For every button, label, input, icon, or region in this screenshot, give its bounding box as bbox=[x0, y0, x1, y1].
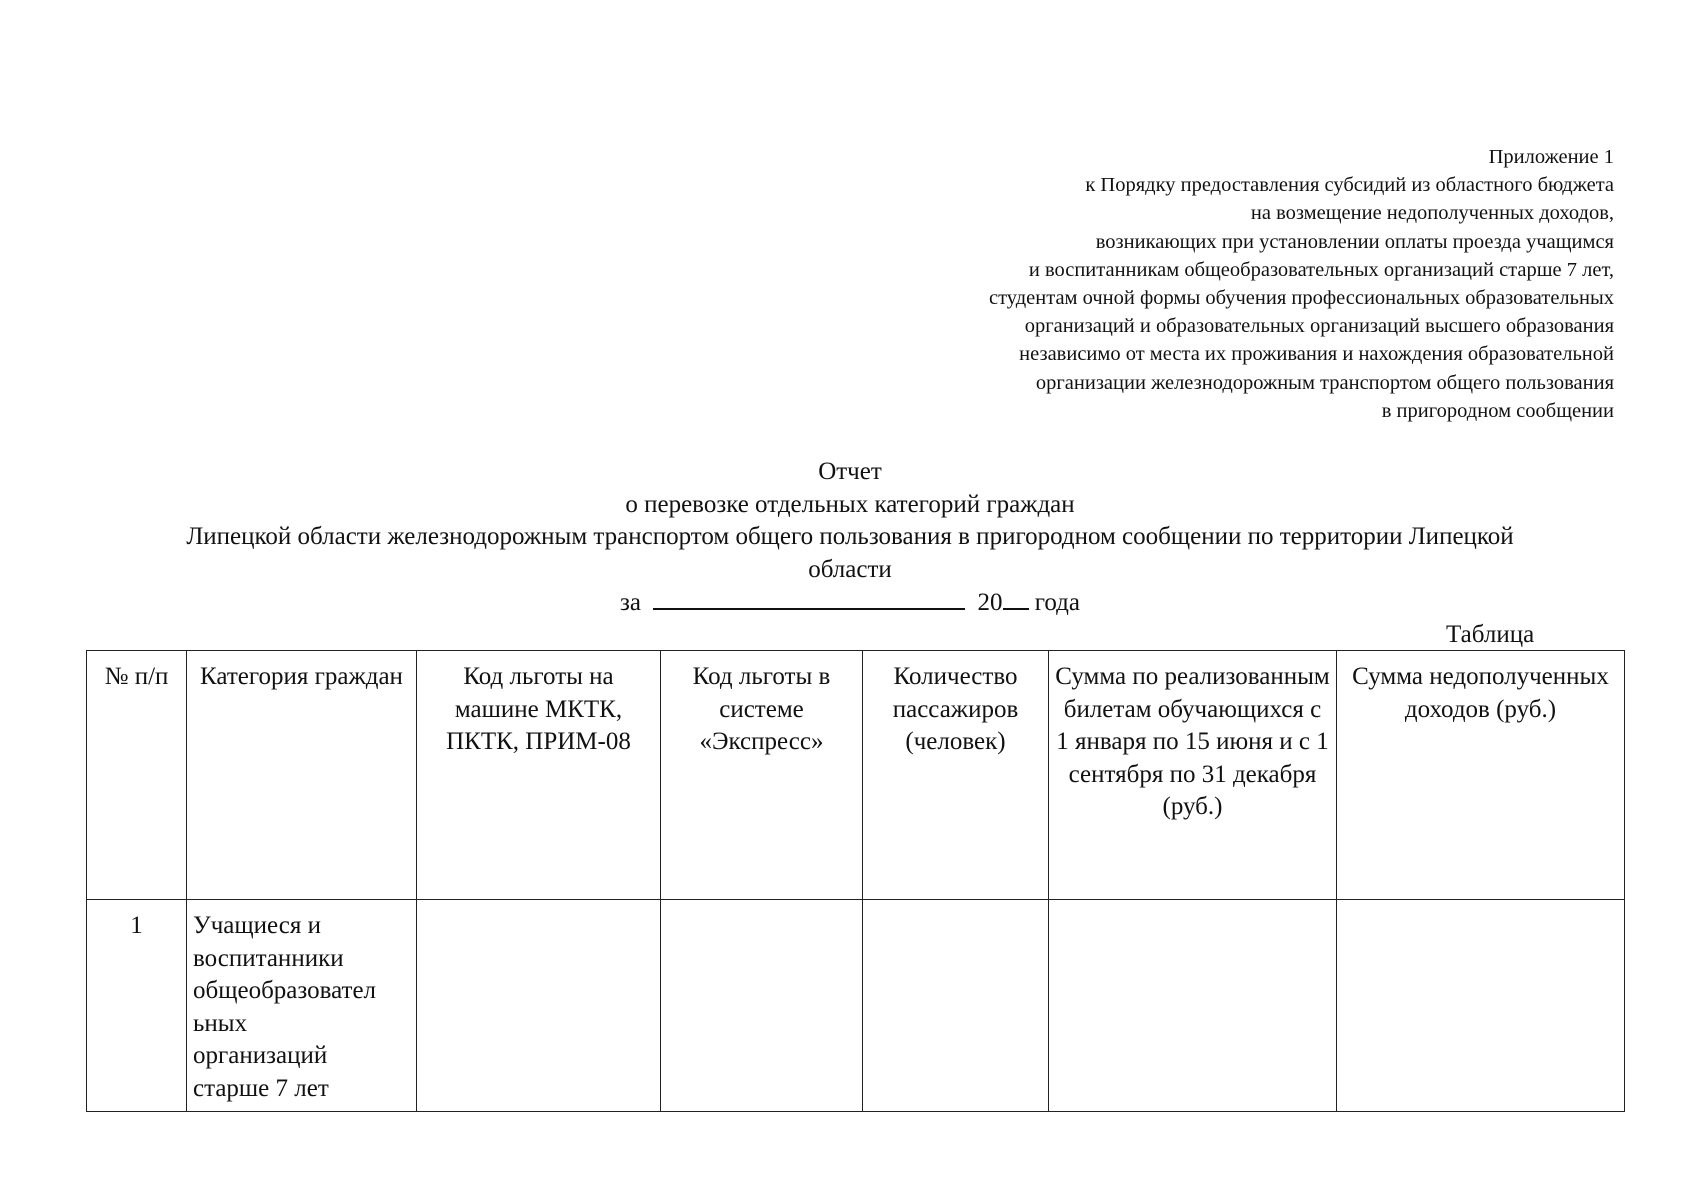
appendix-note bbox=[714, 143, 1614, 425]
period-blank bbox=[653, 586, 965, 610]
cell-sum-sold[interactable] bbox=[1049, 900, 1337, 1112]
report-title-line3: Липецкой области железнодорожным транспортом общего пользования в пригородном сообщении по территории Липецкой bbox=[186, 523, 1514, 550]
report-table bbox=[86, 650, 1625, 1112]
period-prefix: за bbox=[620, 589, 641, 616]
report-title-line4: области bbox=[808, 555, 892, 583]
category-line: Учащиеся и bbox=[193, 912, 321, 939]
header-express-code: Код льготы в системе «Экспресс» bbox=[661, 651, 863, 900]
header-sum-sold: Сумма по реализованным билетам обучающихся с 1 января по 15 июня и с 1 сентября по 31 декабря (руб.) bbox=[1049, 651, 1337, 900]
appendix-line: независимо от места их проживания и нахождения образовательной bbox=[1019, 343, 1614, 366]
cell-passengers[interactable] bbox=[863, 900, 1049, 1112]
cell-mktk-code[interactable] bbox=[417, 900, 661, 1112]
appendix-line: организаций и образовательных организаций высшего образования bbox=[1024, 315, 1614, 338]
report-title-line2: о перевозке отдельных категорий граждан bbox=[625, 490, 1075, 518]
category-line: общеобразовател bbox=[193, 977, 377, 1004]
header-sum-lost: Сумма недополученных доходов (руб.) bbox=[1337, 651, 1625, 900]
header-mktk-code: Код льготы на машине МКТК, ПКТК, ПРИМ-08 bbox=[417, 651, 661, 900]
category-line: старше 7 лет bbox=[193, 1074, 329, 1102]
header-passengers: Количество пассажиров (человек) bbox=[863, 651, 1049, 900]
appendix-line: на возмещение недополученных доходов, bbox=[1250, 202, 1614, 225]
appendix-line: студентам очной формы обучения профессиональных образовательных bbox=[989, 287, 1614, 310]
year-blank bbox=[1003, 586, 1029, 610]
header-category: Категория граждан bbox=[187, 651, 417, 900]
appendix-line: Приложение 1 bbox=[1488, 146, 1614, 168]
cell-express-code[interactable] bbox=[661, 900, 863, 1112]
category-line: ьных bbox=[193, 1009, 248, 1037]
report-title-line1: Отчет bbox=[818, 458, 882, 485]
period-year: 20 bbox=[977, 589, 1003, 616]
period-suffix: года bbox=[1034, 589, 1080, 616]
category-line: воспитанники bbox=[193, 944, 344, 972]
table-header-row bbox=[87, 651, 1625, 900]
cell-sum-lost[interactable] bbox=[1337, 900, 1625, 1112]
report-period bbox=[95, 586, 1605, 620]
appendix-line: в пригородном сообщении bbox=[1381, 399, 1614, 422]
appendix-line: к Порядку предоставления субсидий из областного бюджета bbox=[1085, 174, 1614, 197]
appendix-line: возникающих при установлении оплаты проезда учащимся bbox=[1095, 230, 1614, 253]
table-row bbox=[87, 900, 1625, 1112]
table-label: Таблица bbox=[1446, 621, 1535, 648]
appendix-line: и воспитанникам общеобразовательных организаций старше 7 лет, bbox=[1028, 258, 1614, 281]
report-title bbox=[95, 456, 1605, 620]
category-line: организаций bbox=[193, 1042, 328, 1069]
header-num: № п/п bbox=[87, 651, 187, 900]
appendix-line: организации железнодорожным транспортом общего пользования bbox=[1035, 371, 1614, 394]
cell-category bbox=[187, 900, 417, 1112]
cell-num: 1 bbox=[87, 900, 187, 1112]
